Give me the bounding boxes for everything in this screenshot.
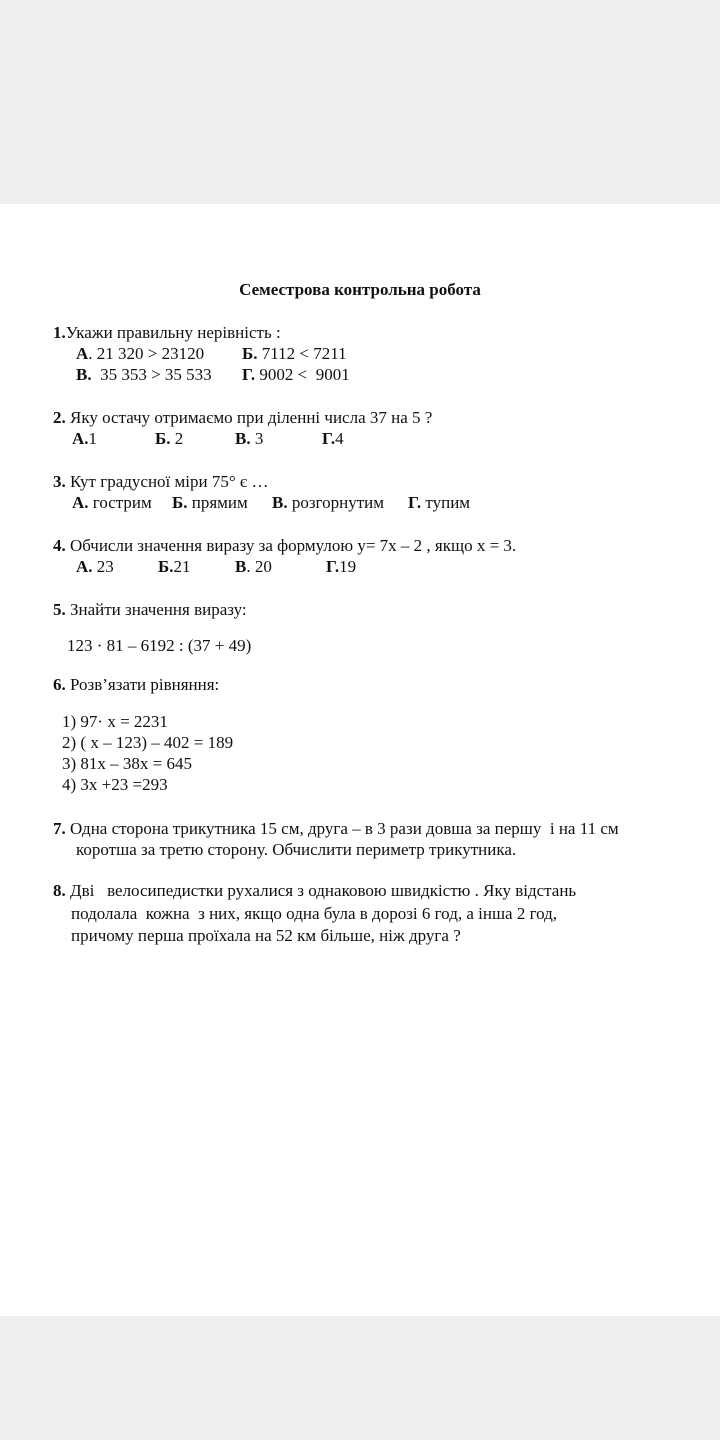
question-4-option-d: Г.19 (326, 557, 357, 576)
question-4-option-b: Б.21 (158, 557, 191, 576)
question-1-number: 1. (53, 323, 66, 342)
question-3-option-c: В. розгорнутим (272, 493, 384, 512)
question-5 (53, 599, 247, 620)
question-5-expression: 123 · 81 – 6192 : (37 + 49) (67, 636, 252, 655)
question-7 (53, 818, 619, 839)
question-6 (53, 674, 219, 695)
equation-3: 3) 81х – 38х = 645 (62, 754, 192, 773)
question-6-text: Розв’язати рівняння: (65, 675, 220, 694)
page-title: Семестрова контрольна робота (239, 280, 481, 299)
question-6-number: 6. (53, 675, 66, 694)
question-1 (53, 322, 281, 343)
question-4-text: Обчисли значення виразу за формулою y= 7x – 2 , якщо х = 3. (65, 536, 517, 555)
question-1-option-b: Б. 7112 < 7211 (242, 344, 347, 363)
top-margin (0, 0, 720, 204)
question-7-line-1: Одна сторона трикутника 15 см, друга – в 3 рази довша за першу і на 11 см (65, 819, 619, 838)
question-2-option-a: А.1 (72, 429, 98, 448)
question-8-number: 8. (53, 881, 66, 900)
bottom-margin (0, 1316, 720, 1440)
equation-2: 2) ( х – 123) – 402 = 189 (62, 733, 234, 752)
question-1-option-d: Г. 9002 < 9001 (242, 365, 350, 384)
question-5-number: 5. (53, 600, 66, 619)
question-8-line-2: подолала кожна з них, якщо одна була в дорозі 6 год, а інша 2 год, (71, 904, 558, 923)
document-page (0, 204, 720, 1316)
equation-4: 4) 3х +23 =293 (62, 775, 168, 794)
question-3 (53, 471, 268, 492)
question-3-option-b: Б. прямим (172, 493, 248, 512)
question-8 (53, 880, 576, 901)
question-8-line-3: причому перша проїхала на 52 км більше, ніж друга ? (71, 926, 461, 945)
question-7-number: 7. (53, 819, 66, 838)
question-7-line-2: коротша за третю сторону. Обчислити периметр трикутника. (76, 840, 517, 859)
question-2-number: 2. (53, 408, 66, 427)
question-4-number: 4. (53, 536, 66, 555)
question-1-option-c: В. 35 353 > 35 533 (76, 365, 212, 384)
question-3-option-a: А. гострим (72, 493, 152, 512)
question-3-text: Кут градусної міри 75° є … (65, 472, 269, 491)
question-3-number: 3. (53, 472, 66, 491)
question-2-option-b: Б. 2 (155, 429, 184, 448)
question-2-text: Яку остачу отримаємо при діленні числа 37 на 5 ? (65, 408, 433, 427)
question-2 (53, 407, 432, 428)
question-3-option-d: Г. тупим (408, 493, 471, 512)
question-4-option-a: А. 23 (76, 557, 114, 576)
question-4-option-c: В. 20 (235, 557, 272, 576)
question-2-option-d: Г.4 (322, 429, 344, 448)
question-5-text: Знайти значення виразу: (65, 600, 247, 619)
question-1-text: Укажи правильну нерівність : (65, 323, 281, 342)
equation-1: 1) 97· х = 2231 (62, 712, 168, 731)
question-8-line-1: Дві велосипедистки рухалися з однаковою швидкістю . Яку відстань (65, 881, 577, 900)
question-4 (53, 535, 516, 556)
question-2-option-c: В. 3 (235, 429, 264, 448)
question-1-option-a: А. 21 320 > 23120 (76, 344, 205, 363)
